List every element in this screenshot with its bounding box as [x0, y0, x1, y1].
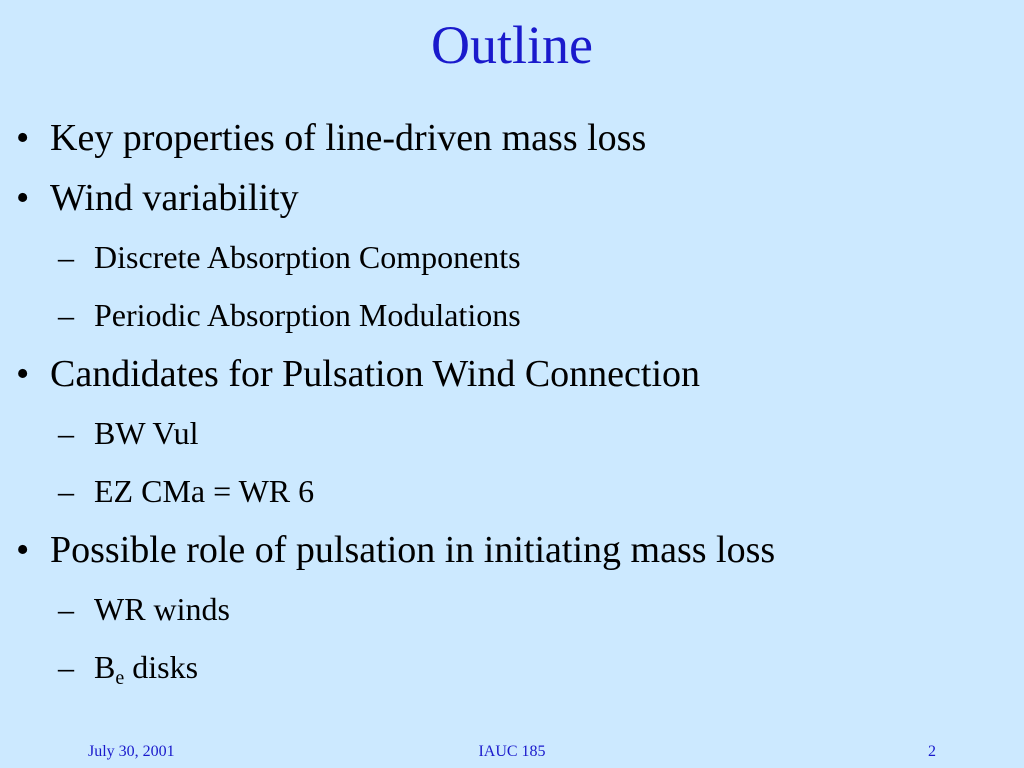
- bullet-item: [16, 344, 1006, 404]
- dash-marker: –: [58, 473, 74, 509]
- dash-marker: –: [58, 591, 74, 627]
- dash-marker: –: [58, 297, 74, 333]
- sub-bullet-item: [16, 580, 1006, 638]
- bullet-list: [16, 108, 1006, 696]
- dash-marker: –: [58, 649, 74, 685]
- sub-bullet-text: BW Vul: [94, 415, 199, 451]
- be-subscript: e: [115, 667, 125, 689]
- bullet-text: Candidates for Pulsation Wind Connection: [50, 353, 701, 395]
- footer-date: July 30, 2001: [88, 743, 175, 760]
- footer-title: IAUC 185: [478, 743, 546, 760]
- sub-bullet-text: [94, 649, 199, 689]
- sub-bullet-item: [16, 404, 1006, 462]
- bullet-marker: •: [16, 353, 30, 395]
- slide-title: Outline: [431, 15, 593, 75]
- sub-bullet-text: Periodic Absorption Modulations: [94, 297, 521, 333]
- sub-bullet-item: [16, 286, 1006, 344]
- bullet-item: [16, 168, 1006, 228]
- bullet-text: Wind variability: [50, 177, 299, 219]
- sub-bullet-item: [16, 228, 1006, 286]
- be-rest-text: disks: [124, 649, 199, 685]
- sub-bullet-item: [16, 638, 1006, 696]
- dash-marker: –: [58, 239, 74, 275]
- bullet-item: [16, 520, 1006, 580]
- sub-bullet-text: EZ CMa = WR 6: [94, 473, 315, 509]
- sub-bullet-text: Discrete Absorption Components: [94, 239, 521, 275]
- sub-bullet-item: [16, 462, 1006, 520]
- be-main-text: B: [94, 649, 116, 685]
- bullet-marker: •: [16, 177, 30, 219]
- dash-marker: –: [58, 415, 74, 451]
- bullet-text: Key properties of line-driven mass loss: [50, 117, 647, 159]
- bullet-text: Possible role of pulsation in initiating mass loss: [50, 529, 776, 571]
- footer-page-number: 2: [928, 743, 936, 760]
- bullet-marker: •: [16, 117, 30, 159]
- sub-bullet-text: WR winds: [94, 591, 230, 627]
- bullet-item: [16, 108, 1006, 168]
- bullet-marker: •: [16, 529, 30, 571]
